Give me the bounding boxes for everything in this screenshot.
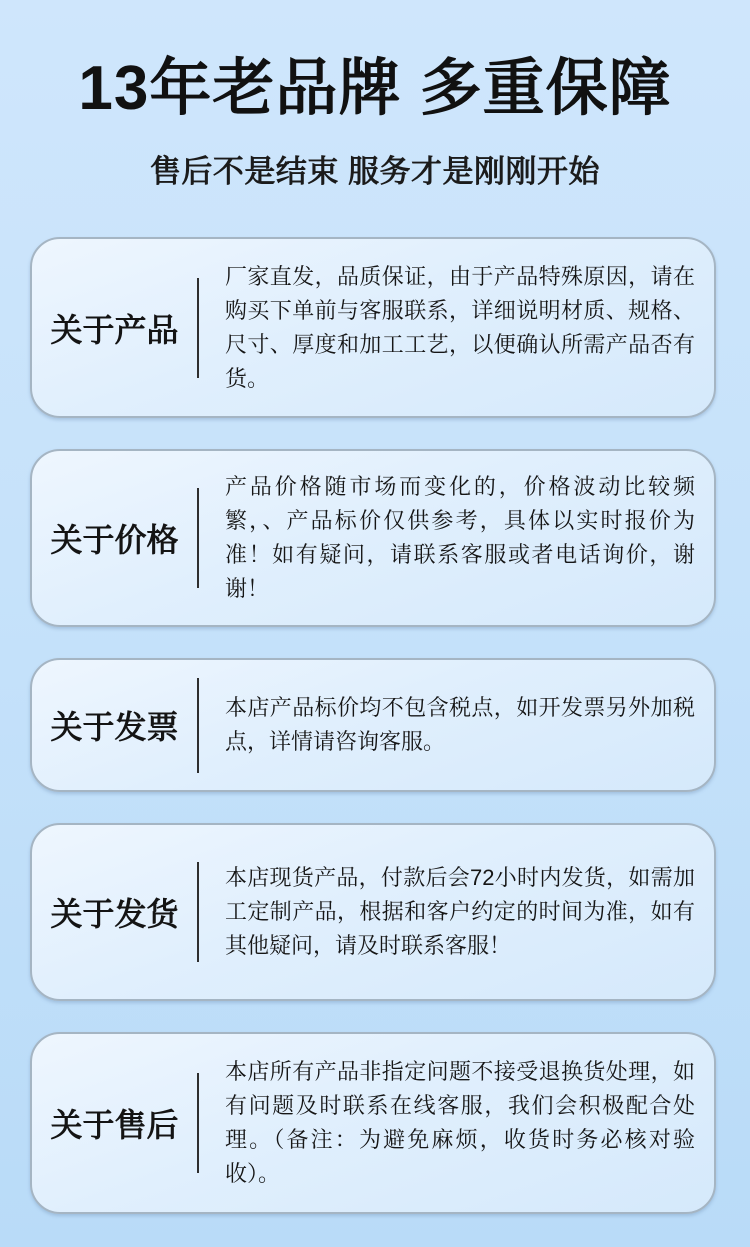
card-description: 厂家直发，品质保证，由于产品特殊原因，请在购买下单前与客服联系，详细说明材质、规格、尺寸、厚度和加工工艺，以便确认所需产品否有货。: [225, 263, 695, 391]
page-subtitle: 售后不是结束 服务才是刚刚开始: [149, 154, 601, 190]
service-guarantee-list: [30, 237, 720, 1214]
card-label: 关于发货: [50, 896, 179, 933]
label-divider: [197, 678, 199, 773]
card-description: 本店所有产品非指定问题不接受退换货处理，如有问题及时联系在线客服，我们会积极配合处理。（备注：为避免麻烦，收货时务必核对验收）。: [225, 1059, 695, 1187]
card-description: 本店现货产品，付款后会72小时内发货，如需加工定制产品，根据和客户约定的时间为准，如有其他疑问，请及时联系客服！: [225, 865, 695, 959]
label-divider: [197, 278, 199, 378]
card-about-product: [30, 237, 716, 418]
card-label: 关于产品: [50, 311, 179, 348]
card-about-aftersales: [30, 1032, 716, 1214]
page-header: [0, 0, 750, 191]
label-divider: [197, 862, 199, 962]
card-about-shipping: [30, 823, 716, 1001]
card-description: 产品价格随市场而变化的，价格波动比较频繁，、产品标价仅供参考，具体以实时报价为准！如有疑问，请联系客服或者电话询价，谢谢！: [225, 474, 695, 602]
label-divider: [197, 488, 199, 588]
card-about-price: [30, 449, 716, 627]
label-divider: [197, 1073, 199, 1173]
card-description: 本店产品标价均不包含税点，如开发票另外加税点，详情请咨询客服。: [225, 695, 695, 755]
page-title: 13年老品牌 多重保障: [78, 54, 672, 123]
card-about-invoice: [30, 658, 716, 792]
card-label: 关于发票: [50, 709, 179, 746]
card-label: 关于价格: [50, 522, 179, 559]
card-label: 关于售后: [50, 1107, 179, 1144]
